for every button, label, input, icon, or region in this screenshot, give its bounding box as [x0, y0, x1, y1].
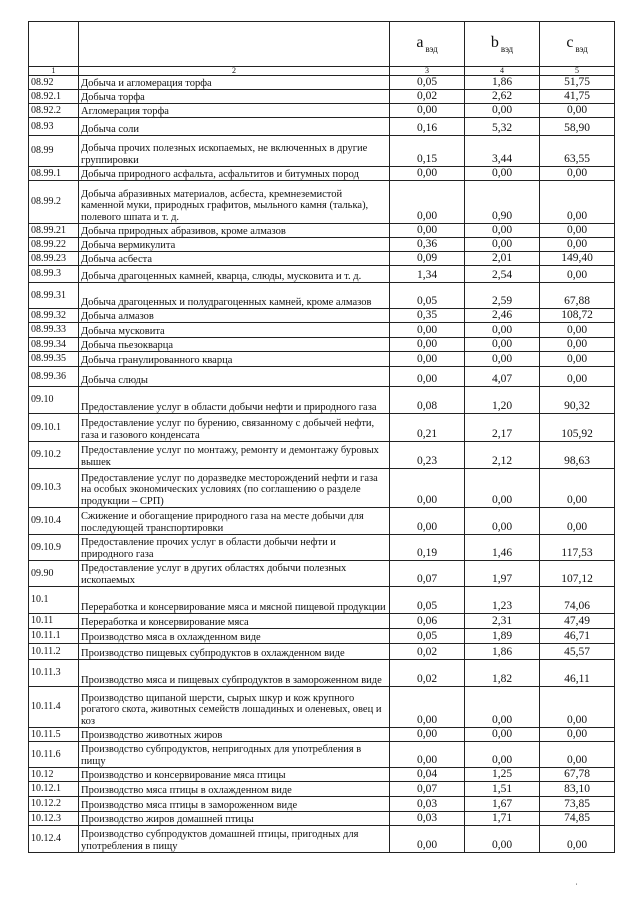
table-row: [29, 629, 615, 644]
coef-a-cell: 0,23: [390, 442, 465, 469]
header-c-cell: [540, 22, 615, 67]
coef-b-cell: 0,00: [465, 469, 540, 508]
header-code-cell: [29, 22, 79, 67]
okved-code-cell: 10.12.4: [29, 826, 79, 853]
okved-code-cell: 10.12: [29, 768, 79, 782]
coef-b-cell: 0,00: [465, 238, 540, 252]
coef-a-cell: 0,00: [390, 167, 465, 181]
okved-code-cell: 10.12.1: [29, 782, 79, 797]
activity-name-cell: Добыча мусковита: [79, 323, 390, 338]
table-row: [29, 266, 615, 283]
table-row: [29, 167, 615, 181]
coef-a-cell: 0,05: [390, 283, 465, 309]
header-a-subscript: вэд: [425, 43, 438, 54]
activity-name-cell: Производство субпродуктов домашней птицы, пригодных для употребления в пищу: [79, 826, 390, 853]
okved-code-cell: 10.11.6: [29, 742, 79, 768]
table-row: [29, 118, 615, 136]
coef-a-cell: 0,00: [390, 826, 465, 853]
coef-c-cell: 108,72: [540, 309, 615, 323]
coef-b-cell: 0,00: [465, 224, 540, 238]
table-row: [29, 508, 615, 535]
coef-c-cell: 90,32: [540, 387, 615, 414]
okved-code-cell: 09.10: [29, 387, 79, 414]
coef-b-cell: 1,20: [465, 387, 540, 414]
activity-name-cell: Предоставление услуг в других областях добычи полезных ископаемых: [79, 561, 390, 587]
coef-c-cell: 0,00: [540, 104, 615, 118]
table-row: [29, 104, 615, 118]
okved-code-cell: 09.10.4: [29, 508, 79, 535]
coef-a-cell: 0,05: [390, 587, 465, 614]
coef-b-cell: 0,00: [465, 167, 540, 181]
header-b-subscript: вэд: [500, 43, 514, 54]
activity-name-cell: Добыча соли: [79, 118, 390, 136]
coef-c-cell: 0,00: [540, 826, 615, 853]
coef-b-cell: 2,31: [465, 614, 540, 629]
activity-name-cell: Производство жиров домашней птицы: [79, 812, 390, 826]
coef-b-cell: 1,89: [465, 629, 540, 644]
okved-code-cell: 08.99.34: [29, 338, 79, 352]
activity-name-cell: Предоставление услуг по доразведке месторождений нефти и газа на особых экономических условиях (по соглашению о разделе продукции – СРП): [79, 469, 390, 508]
coef-c-cell: 41,75: [540, 90, 615, 104]
activity-name-cell: Производство субпродуктов, непригодных для употребления в пищу: [79, 742, 390, 768]
coef-a-cell: 0,00: [390, 352, 465, 367]
coef-b-cell: 1,23: [465, 587, 540, 614]
coef-c-cell: 0,00: [540, 266, 615, 283]
table-row: [29, 728, 615, 742]
coef-c-cell: 0,00: [540, 167, 615, 181]
coef-c-cell: 67,88: [540, 283, 615, 309]
okved-code-cell: 10.1: [29, 587, 79, 614]
activity-name-cell: Производство пищевых субпродуктов в охлажденном виде: [79, 644, 390, 660]
coef-b-cell: 5,32: [465, 118, 540, 136]
coef-c-cell: 0,00: [540, 728, 615, 742]
table-row: [29, 768, 615, 782]
coef-c-cell: 74,85: [540, 812, 615, 826]
activity-name-cell: Добыча драгоценных и полудрагоценных камней, кроме алмазов: [79, 283, 390, 309]
table-row: [29, 826, 615, 853]
coef-b-cell: 0,00: [465, 338, 540, 352]
coef-b-cell: 4,07: [465, 367, 540, 387]
coef-a-cell: 0,03: [390, 812, 465, 826]
coef-a-cell: 0,02: [390, 90, 465, 104]
coef-a-cell: 0,00: [390, 181, 465, 224]
table-row: [29, 812, 615, 826]
activity-name-cell: Добыча слюды: [79, 367, 390, 387]
coef-b-cell: 1,71: [465, 812, 540, 826]
okved-code-cell: 08.99.35: [29, 352, 79, 367]
okved-code-cell: 10.11.4: [29, 687, 79, 728]
activity-name-cell: Сжижение и обогащение природного газа на месте добычи для последующей транспортировки: [79, 508, 390, 535]
coef-c-cell: 63,55: [540, 136, 615, 167]
coef-b-cell: 0,00: [465, 352, 540, 367]
column-number: 3: [390, 67, 465, 76]
okved-code-cell: 08.99.21: [29, 224, 79, 238]
coef-c-cell: 58,90: [540, 118, 615, 136]
table-row: [29, 283, 615, 309]
activity-name-cell: Производство щипаной шерсти, сырых шкур и кож крупного рогатого скота, животных семейств лошадиных и оленевых, овец и коз: [79, 687, 390, 728]
header-c-subscript: вэд: [575, 43, 588, 54]
okved-code-cell: 08.99.3: [29, 266, 79, 283]
table-row: [29, 338, 615, 352]
coef-b-cell: 0,00: [465, 728, 540, 742]
okved-code-cell: 08.92.1: [29, 90, 79, 104]
table-row: [29, 660, 615, 687]
coef-a-cell: 0,00: [390, 728, 465, 742]
header-c-letter: с: [566, 34, 574, 52]
activity-name-cell: Агломерация торфа: [79, 104, 390, 118]
coef-a-cell: 1,34: [390, 266, 465, 283]
activity-name-cell: Производство мяса и пищевых субпродуктов в замороженном виде: [79, 660, 390, 687]
activity-name-cell: Добыча природного асфальта, асфальтитов и битумных пород: [79, 167, 390, 181]
table-row: [29, 561, 615, 587]
coef-c-cell: 105,92: [540, 414, 615, 442]
coef-a-cell: 0,00: [390, 742, 465, 768]
coef-b-cell: 1,67: [465, 797, 540, 812]
okved-code-cell: 09.90: [29, 561, 79, 587]
coef-c-cell: 0,00: [540, 224, 615, 238]
coef-a-cell: 0,00: [390, 367, 465, 387]
coef-b-cell: 1,25: [465, 768, 540, 782]
coef-c-cell: 73,85: [540, 797, 615, 812]
coef-a-cell: 0,21: [390, 414, 465, 442]
table-row: [29, 782, 615, 797]
activity-name-cell: Добыча торфа: [79, 90, 390, 104]
activity-name-cell: Переработка и консервирование мяса: [79, 614, 390, 629]
okved-code-cell: 08.99: [29, 136, 79, 167]
coef-b-cell: 0,00: [465, 687, 540, 728]
activity-name-cell: Добыча пьезокварца: [79, 338, 390, 352]
coef-a-cell: 0,02: [390, 660, 465, 687]
activity-name-cell: Предоставление услуг по бурению, связанному с добычей нефти, газа и газового конденсата: [79, 414, 390, 442]
coef-a-cell: 0,00: [390, 687, 465, 728]
coef-b-cell: 0,90: [465, 181, 540, 224]
okved-code-cell: 09.10.1: [29, 414, 79, 442]
coef-b-cell: 0,00: [465, 826, 540, 853]
header-b-cell: [465, 22, 540, 67]
coef-c-cell: 0,00: [540, 323, 615, 338]
coef-a-cell: 0,08: [390, 387, 465, 414]
activity-name-cell: Предоставление услуг в области добычи нефти и природного газа: [79, 387, 390, 414]
coef-c-cell: 51,75: [540, 76, 615, 90]
okved-code-cell: 10.11.3: [29, 660, 79, 687]
coef-a-cell: 0,36: [390, 238, 465, 252]
coef-b-cell: 1,82: [465, 660, 540, 687]
header-row: [29, 22, 615, 67]
coef-c-cell: 67,78: [540, 768, 615, 782]
coef-c-cell: 47,49: [540, 614, 615, 629]
coef-b-cell: 1,86: [465, 76, 540, 90]
activity-name-cell: Переработка и консервирование мяса и мясной пищевой продукции: [79, 587, 390, 614]
okved-code-cell: 10.12.2: [29, 797, 79, 812]
activity-name-cell: Производство и консервирование мяса птицы: [79, 768, 390, 782]
coef-c-cell: 117,53: [540, 535, 615, 561]
coef-a-cell: 0,00: [390, 469, 465, 508]
table-row: [29, 469, 615, 508]
coef-a-cell: 0,05: [390, 629, 465, 644]
activity-name-cell: Добыча асбеста: [79, 252, 390, 266]
coef-c-cell: 0,00: [540, 742, 615, 768]
activity-name-cell: Производство мяса птицы в замороженном виде: [79, 797, 390, 812]
okved-code-cell: 09.10.2: [29, 442, 79, 469]
coef-a-cell: 0,02: [390, 644, 465, 660]
coef-c-cell: 0,00: [540, 508, 615, 535]
okved-code-cell: 08.99.2: [29, 181, 79, 224]
table-row: [29, 742, 615, 768]
coef-c-cell: 0,00: [540, 469, 615, 508]
coef-b-cell: 1,46: [465, 535, 540, 561]
coef-c-cell: 45,57: [540, 644, 615, 660]
okved-code-cell: 10.11.2: [29, 644, 79, 660]
coef-a-cell: 0,00: [390, 323, 465, 338]
table-row: [29, 252, 615, 266]
column-number: 5: [540, 67, 615, 76]
coef-b-cell: 2,46: [465, 309, 540, 323]
coef-c-cell: 0,00: [540, 338, 615, 352]
coef-c-cell: 0,00: [540, 352, 615, 367]
okved-code-cell: 10.11: [29, 614, 79, 629]
table-row: [29, 535, 615, 561]
okved-code-cell: 08.93: [29, 118, 79, 136]
coef-a-cell: 0,16: [390, 118, 465, 136]
page-corner-mark: ·: [573, 878, 580, 890]
coef-b-cell: 0,00: [465, 508, 540, 535]
activity-name-cell: Производство мяса в охлажденном виде: [79, 629, 390, 644]
table-row: [29, 367, 615, 387]
activity-name-cell: Добыча природных абразивов, кроме алмазов: [79, 224, 390, 238]
activity-name-cell: Предоставление услуг по монтажу, ремонту и демонтажу буровых вышек: [79, 442, 390, 469]
table-row: [29, 687, 615, 728]
coef-c-cell: 98,63: [540, 442, 615, 469]
table-row: [29, 614, 615, 629]
coef-a-cell: 0,00: [390, 224, 465, 238]
coef-b-cell: 1,86: [465, 644, 540, 660]
okved-code-cell: 08.99.31: [29, 283, 79, 309]
activity-name-cell: Добыча алмазов: [79, 309, 390, 323]
activity-name-cell: Добыча гранулированного кварца: [79, 352, 390, 367]
coef-b-cell: 0,00: [465, 323, 540, 338]
okved-code-cell: 08.99.33: [29, 323, 79, 338]
okved-code-cell: 08.99.32: [29, 309, 79, 323]
table-row: [29, 224, 615, 238]
coef-c-cell: 46,11: [540, 660, 615, 687]
header-b-letter: b: [490, 34, 499, 52]
coef-a-cell: 0,00: [390, 338, 465, 352]
okved-code-cell: 08.99.1: [29, 167, 79, 181]
coef-a-cell: 0,06: [390, 614, 465, 629]
coef-a-cell: 0,07: [390, 561, 465, 587]
coef-c-cell: 46,71: [540, 629, 615, 644]
activity-name-cell: Добыча прочих полезных ископаемых, не включенных в другие группировки: [79, 136, 390, 167]
coef-c-cell: 0,00: [540, 687, 615, 728]
okved-code-cell: 10.11.5: [29, 728, 79, 742]
coef-a-cell: 0,19: [390, 535, 465, 561]
coef-b-cell: 2,17: [465, 414, 540, 442]
coef-c-cell: 149,40: [540, 252, 615, 266]
activity-name-cell: Производство мяса птицы в охлажденном виде: [79, 782, 390, 797]
activity-name-cell: Добыча драгоценных камней, кварца, слюды, мусковита и т. д.: [79, 266, 390, 283]
coef-a-cell: 0,05: [390, 76, 465, 90]
column-number: 4: [465, 67, 540, 76]
table-row: [29, 414, 615, 442]
okved-code-cell: 08.92: [29, 76, 79, 90]
header-a-cell: [390, 22, 465, 67]
activity-name-cell: Предоставление прочих услуг в области добычи нефти и природного газа: [79, 535, 390, 561]
coef-c-cell: 0,00: [540, 181, 615, 224]
coefficients-table: [28, 21, 615, 853]
activity-name-cell: Добыча и агломерация торфа: [79, 76, 390, 90]
column-number: 2: [79, 67, 390, 76]
coef-a-cell: 0,15: [390, 136, 465, 167]
coef-a-cell: 0,03: [390, 797, 465, 812]
coef-a-cell: 0,07: [390, 782, 465, 797]
coef-b-cell: 3,44: [465, 136, 540, 167]
table-row: [29, 442, 615, 469]
table-row: [29, 136, 615, 167]
coef-b-cell: 1,51: [465, 782, 540, 797]
okved-code-cell: 10.11.1: [29, 629, 79, 644]
table-row: [29, 238, 615, 252]
table-row: [29, 352, 615, 367]
coef-a-cell: 0,35: [390, 309, 465, 323]
table-row: [29, 309, 615, 323]
coef-b-cell: 0,00: [465, 104, 540, 118]
okved-code-cell: 08.99.22: [29, 238, 79, 252]
okved-code-cell: 10.12.3: [29, 812, 79, 826]
coef-a-cell: 0,00: [390, 508, 465, 535]
coef-c-cell: 74,06: [540, 587, 615, 614]
coef-c-cell: 0,00: [540, 367, 615, 387]
header-a-letter: а: [416, 34, 424, 52]
table-row: [29, 387, 615, 414]
coef-b-cell: 2,54: [465, 266, 540, 283]
coef-c-cell: 0,00: [540, 238, 615, 252]
okved-code-cell: 09.10.9: [29, 535, 79, 561]
table-row: [29, 90, 615, 104]
table-row: [29, 797, 615, 812]
okved-code-cell: 08.99.36: [29, 367, 79, 387]
okved-code-cell: 09.10.3: [29, 469, 79, 508]
okved-code-cell: 08.99.23: [29, 252, 79, 266]
table-row: [29, 323, 615, 338]
column-number: 1: [29, 67, 79, 76]
okved-code-cell: 08.92.2: [29, 104, 79, 118]
coef-a-cell: 0,09: [390, 252, 465, 266]
coef-b-cell: 2,12: [465, 442, 540, 469]
activity-name-cell: Производство животных жиров: [79, 728, 390, 742]
table-row: [29, 644, 615, 660]
coef-b-cell: 2,59: [465, 283, 540, 309]
coef-a-cell: 0,00: [390, 104, 465, 118]
coef-a-cell: 0,04: [390, 768, 465, 782]
coef-b-cell: 2,01: [465, 252, 540, 266]
activity-name-cell: Добыча абразивных материалов, асбеста, кремнеземистой каменной муки, природных графитов, мыльного камня (талька), полевого шпата и т. д.: [79, 181, 390, 224]
coef-c-cell: 107,12: [540, 561, 615, 587]
coef-b-cell: 2,62: [465, 90, 540, 104]
column-numbers-row: [29, 67, 615, 76]
table-row: [29, 76, 615, 90]
header-name-cell: [79, 22, 390, 67]
coef-b-cell: 1,97: [465, 561, 540, 587]
coef-c-cell: 83,10: [540, 782, 615, 797]
activity-name-cell: Добыча вермикулита: [79, 238, 390, 252]
table-row: [29, 181, 615, 224]
table-row: [29, 587, 615, 614]
coef-b-cell: 0,00: [465, 742, 540, 768]
